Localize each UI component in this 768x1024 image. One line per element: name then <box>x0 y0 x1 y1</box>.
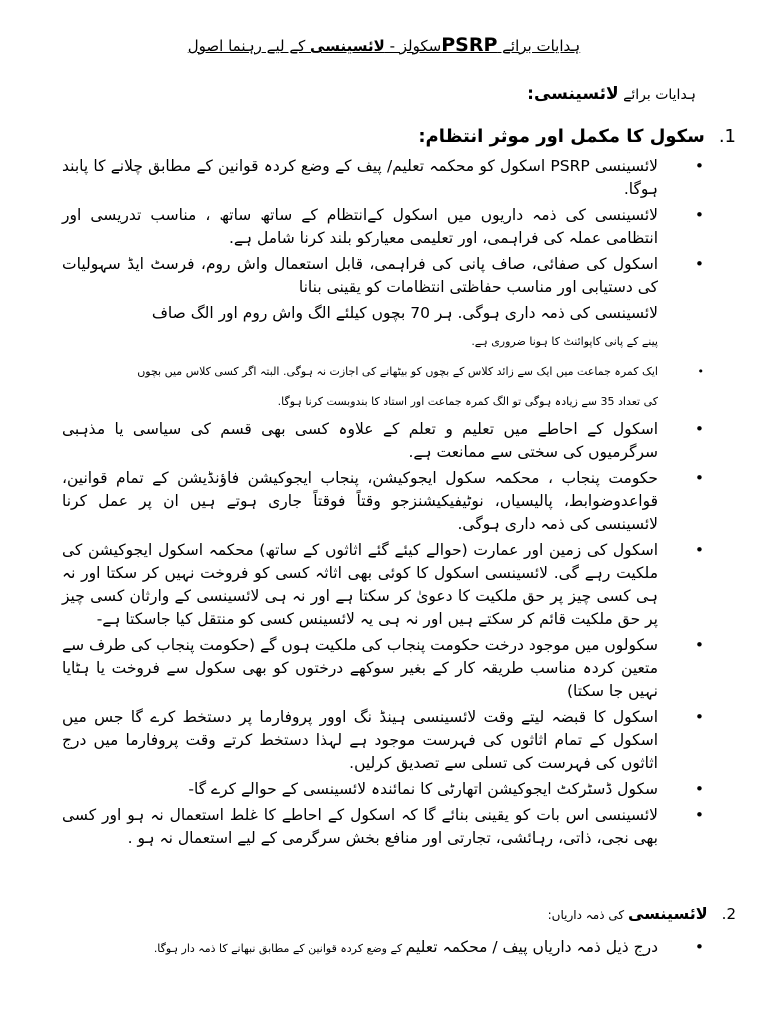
list-item: • اسکول کا قبضہ لیتے وقت لائسینسی ہینڈ نگ اوور پروفارما پر دستخط کرے گا جس میں اسکول کے تمام اثاثوں کی فہرست موجود ہے لہذا دستخط کرتے وقت پروفارما میں درج اثاثوں کی فہرست کی تسلی سے تصدیق کرلیں. <box>62 706 658 775</box>
list-item-continuation: پینے کے پانی کاپوائنٹ کا ہونا ضروری ہے. <box>471 335 658 348</box>
subheading-small: ہدایات برائے <box>618 87 696 103</box>
section-2-heading <box>548 904 736 923</box>
section-1-number: 1. <box>718 126 736 147</box>
page-title <box>0 34 768 56</box>
list-item: • لائسینسی کی ذمہ داریوں میں اسکول کےانتظام کے ساتھ ساتھ ، مناسب تدریسی اور انتظامی عملہ کی فراہمی، اور تعلیمی معیارکو بلند کرنا شامل ہے. <box>62 204 658 250</box>
list-item: • اسکول کی صفائی، صاف پانی کی فراہمی، قابل استعمال واش روم، فرسٹ ایڈ سہولیات کی دستیابی اور مناسب حفاظتی انتظامات کو یقینی بنانا <box>62 253 658 299</box>
list-item: • لائسینسی اس بات کو یقینی بنائے گا کہ اسکول کے احاطے کا غلط استعمال نہ ہو اور کسی بھی نجی، ذاتی، رہائشی، تجارتی اور منافع بخش سرگرمی کے لیے استعمال نہ ہو . <box>62 804 658 850</box>
title-code: PSRP <box>441 34 498 56</box>
list-item: • سکولوں میں موجود درخت حکومت پنجاب کی ملکیت ہوں گے (حکومت پنجاب کی طرف سے متعین کردہ مناسب طریقہ کار کے بغیر سوکھے درختوں کو بھی سکول سے فروخت یا ہٹایا نہیں جا سکتا) <box>62 634 658 703</box>
section-2-title-rest: کی ذمہ داریاں: <box>547 908 628 922</box>
list-item: • سکول ڈسٹرکٹ ایجوکیشن اتھارٹی کا نمائندہ لائسینسی کے حوالے کرے گا- <box>62 778 658 801</box>
section-2-list <box>62 936 658 963</box>
list-item: • اسکول کے احاطے میں تعلیم و تعلم کے علاوہ کسی بھی قسم کی سیاسی یا مذہبی سرگرمیوں کی سختی سے ممانعت ہے. <box>62 418 658 464</box>
title-bold: لائسینسی <box>310 37 385 55</box>
section-1-list <box>62 155 658 853</box>
list-item-continuation: لائسینسی کی ذمہ داری ہوگی. ہر 70 بچوں کیلئے الگ واش روم اور الگ صاف <box>151 304 658 322</box>
section-2-title-bold: لائسینسی <box>627 904 708 923</box>
section-2-number: 2. <box>721 905 736 923</box>
title-mid: سکولز - <box>384 37 442 55</box>
section-1-heading <box>418 126 736 147</box>
list-item-continuation: کی تعداد 35 سے زیادہ ہوگی تو الگ کمرہ جماعت اور استاد کا بندوبست کرنا ہوگا. <box>277 395 658 408</box>
list-item: • لائسینسی PSRP اسکول کو محکمہ تعلیم/ پیف کے وضع کردہ قوانین کے مطابق چلانے کا پابند ہوگا. <box>62 155 658 201</box>
title-prefix: ہدایات برائے <box>497 37 581 55</box>
list-item: • حکومت پنجاب ، محکمہ سکول ایجوکیشن، پنجاب ایجوکیشن فاؤنڈیشن کے تمام قوانین، قواعدوضوابط، پالیسیاں، نوٹیفیکیشنزجو وقتاً فوقتاً جاری ہوتے ہیں ان پر عمل کرنا لائسینسی کی ذمہ داری ہوگی. <box>62 467 658 536</box>
list-item: • ایک کمرہ جماعت میں ایک سے زائد کلاس کے بچوں کو بیٹھانے کی اجازت نہ ہوگی. البتہ اگر کسی کلاس میں بچوں <box>62 358 658 385</box>
item-main: درج ذیل ذمہ داریاں پیف / محکمہ تعلیم <box>405 938 658 956</box>
subheading-bold: لائسینسی: <box>527 84 619 104</box>
list-item: • اسکول کی زمین اور عمارت (حوالے کیئے گئے اثاثوں کے ساتھ) محکمہ اسکول ایجوکیشن کی ملکیت رہے گی. لائسینسی اسکول کا کوئی بھی اثاثہ کسی کو فروخت نہیں کر سکتا اور نہ ہی کسی چیز پر حق ملکیت کا دعویٰ کر سکتا ہے اور نہ ہی لائسینسی کے وارثان کسی چیز پر حق ملکیت قائم کر سکتے ہیں اور نہ ہی یہ لائسینس کسی کو منتقل کیا جاسکتا ہے- <box>62 539 658 631</box>
title-suffix: کے لیے رہنما اصول <box>187 37 311 55</box>
subheading <box>527 84 696 104</box>
list-item <box>62 936 658 960</box>
item-tail: کے وضع کردہ قوانین کے مطابق نبھانے کا ذمہ دار ہوگا. <box>153 942 406 955</box>
section-1-title: سکول کا مکمل اور موثر انتظام: <box>418 126 705 147</box>
